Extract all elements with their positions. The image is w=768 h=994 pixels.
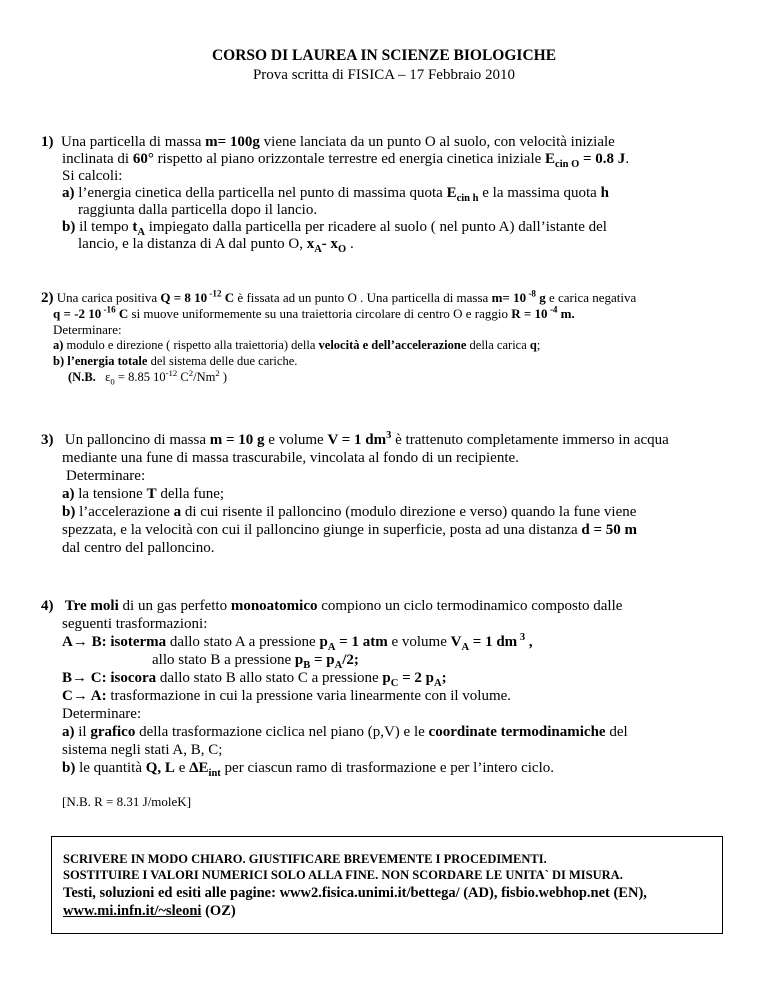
q3-line-2: mediante una fune di massa trascurabile, vincolata al fondo di un recipiente. bbox=[62, 450, 519, 466]
instructions-line-4: www.mi.infn.it/~sleoni (OZ) bbox=[63, 903, 236, 919]
q4-line-5: B→ C: isocora dallo stato B allo stato C a pressione $p_C = 2$ $p_A$; bbox=[62, 670, 447, 689]
q1-line-1: 1) Una particella di massa m= 100g viene lanciata da un punto O al suolo, con velocità iniziale bbox=[41, 134, 615, 150]
q4-note: [N.B. R = 8.31 J/moleK] bbox=[62, 794, 192, 809]
q3-line-4: a) la tensione T della fune; bbox=[62, 486, 225, 502]
q2-line-1: 2) Una carica positiva Q = 8 10 $^{-12}$ C è fissata ad un punto O . Una particella di massa m= 10 $^{-8}$ g e carica negativa bbox=[41, 288, 637, 306]
q2-line-2: q = -2 10 $^{-16}$ C si muove uniformemente su una traiettoria circolare di centro O e raggio R = 10 $^{-4}$ m. bbox=[53, 304, 575, 321]
q1-line-5: raggiunta dalla particella dopo il lancio. bbox=[78, 202, 318, 218]
q4-line-2: seguenti trasformazioni: bbox=[62, 616, 208, 632]
q4-line-3: A→ B: isoterma dallo stato A a pressione $p_A = 1$ atm e volume $V_A = 1$ dm $^3$ , bbox=[62, 632, 533, 653]
q2-line-5: b) l’energia totale del sistema delle due cariche. bbox=[53, 354, 298, 368]
q3-line-5: b) l’accelerazione a di cui risente il palloncino (modulo direzione e verso) quando la fune viene bbox=[62, 504, 637, 520]
q4-line-4: allo stato B a pressione $p_B = p_A/2$; bbox=[152, 652, 359, 671]
document-title: CORSO DI LAUREA IN SCIENZE BIOLOGICHE bbox=[211, 47, 557, 64]
q2-line-3: Determinare: bbox=[53, 322, 122, 337]
q3-line-6: spezzata, e la velocità con cui il palloncino giunge in superficie, posta ad una distanza d = 50 m bbox=[62, 522, 638, 538]
q3-line-7: dal centro del palloncino. bbox=[62, 540, 215, 556]
q3-line-3: Determinare: bbox=[66, 468, 146, 484]
arrow-icon: → bbox=[72, 670, 88, 686]
q2-line-4: a) modulo e direzione ( rispetto alla traiettoria) della velocità e dell’accelerazione della carica q; bbox=[53, 338, 541, 352]
document-subtitle: Prova scritta di FISICA – 17 Febbraio 2010 bbox=[252, 67, 516, 83]
q1-line-7: lancio, e la distanza di A dal punto O, $x_A-$ $x_O$ . bbox=[78, 236, 354, 255]
q1-line-2: inclinata di 60° rispetto al piano orizzontale terrestre ed energia cinetica iniziale $E_{cin O} = 0.8$ J. bbox=[62, 151, 630, 170]
q4-line-8: a) il grafico della trasformazione ciclica nel piano (p,V) e le coordinate termodinamiche del bbox=[62, 724, 628, 740]
arrow-icon: → bbox=[72, 634, 88, 650]
sleoni-link[interactable]: www.mi.infn.it/~sleoni bbox=[63, 903, 202, 919]
q4-line-1: 4) Tre moli di un gas perfetto monoatomico compiono un ciclo termodinamico composto dalle bbox=[41, 598, 623, 614]
q2-line-6: (N.B. $\varepsilon_0 = 8.85$ $10^{-12}$ $C^2/Nm^2$ ) bbox=[68, 367, 228, 387]
instructions-line-2: SOSTITUIRE I VALORI NUMERICI SOLO ALLA FINE. NON SCORDARE LE UNITA` DI MISURA. bbox=[63, 868, 623, 882]
instructions-line-1: SCRIVERE IN MODO CHIARO. GIUSTIFICARE BREVEMENTE I PROCEDIMENTI. bbox=[63, 852, 547, 866]
q1-line-3: Si calcoli: bbox=[62, 168, 123, 184]
q4-line-6: C→ A: trasformazione in cui la pressione varia linearmente con il volume. bbox=[62, 688, 512, 704]
q3-line-1: 3) Un palloncino di massa m = 10 g e volume V = 1 $dm^3$ è trattenuto completamente immerso in acqua bbox=[41, 430, 669, 448]
q1-line-4: a) l’energia cinetica della particella nel punto di massima quota $E_{cin h}$ e la massima quota h bbox=[62, 185, 609, 204]
instructions-line-3: Testi, soluzioni ed esiti alle pagine: www2.fisica.unimi.it/bettega/ (AD), fisbio.webhop.net (EN), bbox=[63, 885, 647, 901]
q4-line-9: sistema negli stati A, B, C; bbox=[62, 742, 223, 758]
q1-line-6: b) il tempo $t_A$ impiegato dalla particella per ricadere al suolo ( nel punto A) dall’istante del bbox=[62, 219, 607, 238]
q4-line-10: b) le quantità Q, L e $\Delta E_{int}$ per ciascun ramo di trasformazione e per l’intero ciclo. bbox=[62, 760, 554, 779]
q4-line-7: Determinare: bbox=[62, 706, 142, 722]
arrow-icon: → bbox=[72, 688, 88, 704]
